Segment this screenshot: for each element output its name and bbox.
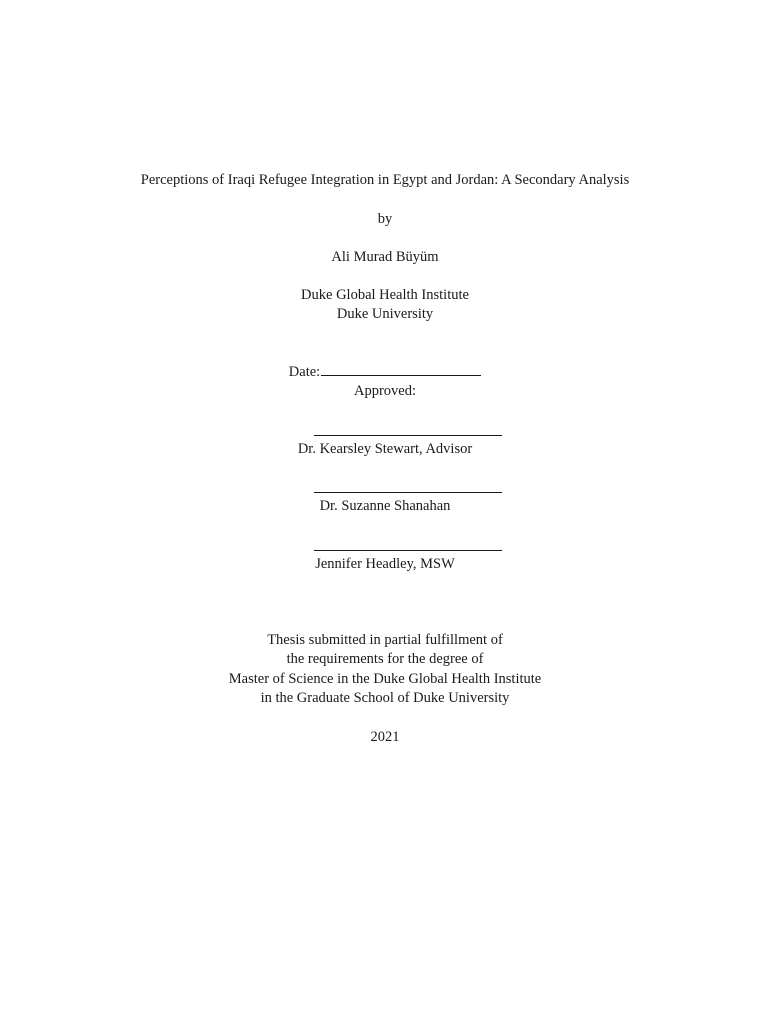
signature-line-1 <box>314 435 502 436</box>
statement-line-2: the requirements for the degree of <box>286 651 484 667</box>
university-name: Duke University <box>336 306 434 322</box>
signature-line-3 <box>314 550 502 551</box>
signatory-3: Jennifer Headley, MSW <box>315 556 455 572</box>
signatory-advisor: Dr. Kearsley Stewart, Advisor <box>297 441 473 457</box>
thesis-title: Perceptions of Iraqi Refugee Integration in Egypt and Jordan: A Secondary Analysis <box>140 172 630 188</box>
date-label: Date: <box>288 364 321 380</box>
statement-line-1: Thesis submitted in partial fulfillment of <box>267 632 503 648</box>
approved-label: Approved: <box>353 383 416 399</box>
signature-line-2 <box>314 492 502 493</box>
statement-line-3: Master of Science in the Duke Global Health Institute <box>228 671 542 687</box>
author-name: Ali Murad Büyüm <box>331 249 439 265</box>
submission-year: 2021 <box>370 729 400 745</box>
date-blank-line <box>321 362 481 376</box>
statement-line-4: in the Graduate School of Duke University <box>260 690 510 706</box>
date-line <box>0 362 770 382</box>
signatory-2: Dr. Suzanne Shanahan <box>319 498 451 514</box>
institute-name: Duke Global Health Institute <box>301 287 469 303</box>
by-label: by <box>377 211 393 227</box>
